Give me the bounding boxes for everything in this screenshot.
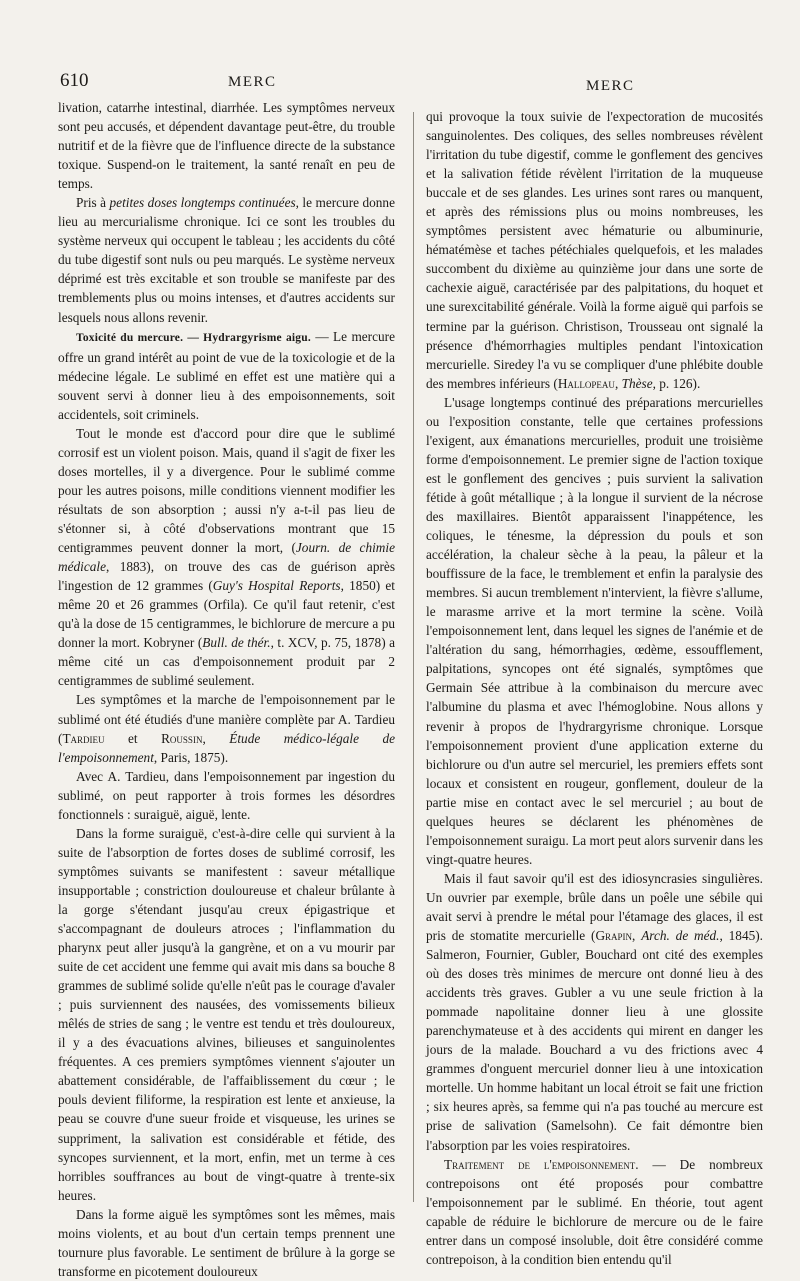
right-column: [426, 107, 763, 1269]
paragraph: Pris à petites doses longtemps continuées, le mercure donne lieu au mercurialisme chronique. Ici ce sont les troubles du système nerveux qui occupent le tableau ; les accidents du côté du tube digestif sont nuls ou peu marqués. Le système nerveux déprimé est très excitable et son trouble se manifeste par des tremblements plus ou moins intenses, et d'autres accidents sur lesquels nous allons revenir.: [58, 195, 395, 325]
page-number: 610: [60, 70, 89, 91]
page-header: [0, 70, 800, 100]
paragraph: L'usage longtemps continué des préparations mercurielles ou l'exposition constante, telle que certaines professions l'exigent, aux émanations mercurielles, produit une troisième forme d'empoisonnement. Le premier signe de l'action toxique est le gonflement des gencives ; puis survient la salivation fétide à goût métallique ; à la longue il survient de la nécrose des maxillaires. Bientôt apparaissent l'inappétence, les coliques, le ténesme, la dépression du pouls et son accélération, la chaleur sèche à la peau, la pâleur et la bouffissure de la face, le tremblement et enfin la paralysie des membres. Si aucun tremblement n'intervient, la fièvre s'allume, le marasme arrive et la mort termine la scène. Voilà l'empoisonnement lent, dans lequel les signes de l'anémie et de l'altération du sang, hémorrhagies, œdème, essoufflement, palpitations, syncopes ont été signalés, symptômes que Germain Sée attribue à la combinaison du mercure avec l'albumine du plasma et avec l'hémoglobine. Nous allons y revenir à propos de l'hydrargyrisme chronique. Lorsque l'empoisonnement provient d'une application externe du bichlorure ou d'un autre sel mercuriel, les premiers effets sont locaux et consistent en rougeur, gonflement, douleur de la partie mise en contact avec le sel mercuriel ; au bout de quelques heures se déclarent les phénomènes de l'empoisonnement suraigu. La mort peut alors survenir dans les vingt-quatre heures.: [426, 394, 763, 867]
left-column: [58, 98, 395, 1281]
paragraph: Dans la forme suraiguë, c'est-à-dire celle qui survient à la suite de l'absorption de fortes doses de sublimé corrosif, les symptômes suivants se manifestent : saveur métallique insupportable ; constriction douloureuse et chaleur brûlante à la gorge s'étendant jusqu'au creux épigastrique et s'accompagnant de douleurs atroces ; l'inflammation du pharynx peut aller jusqu'à la gangrène, et on a vu mourir par suite de cet accident une femme qui avait mis dans sa bouche 8 grammes de sublimé solide qu'elle n'eût pas le courage d'avaler ; puis surviennent des nausées, des vomissements bilieux mêlés de stries de sang ; le ventre est tendu et très douloureux, il y a des évacuations alvines, bilieuses et sanguinolentes fréquentes. A ces premiers symptômes viennent s'ajouter un abattement considérable, de l'affaiblissement du cœur ; le pouls devient filiforme, la respiration est lente et anxieuse, la peau se couvre d'une sueur froide et visqueuse, les urines se suppriment, la salivation est considérable et fétide, des syncopes surviennent, et la mort, enfin, met un terme à ces horribles souffrances au bout de vingt-quatre à trente-six heures.: [58, 825, 395, 1203]
section-heading: Toxicité du mercure. — Hydrargyrisme aigu.: [76, 331, 311, 344]
running-head-right: MERC: [586, 78, 635, 94]
paragraph: qui provoque la toux suivie de l'expectoration de mucosités sanguinolentes. Des coliques, des selles nombreuses révèlent l'irritation du tube digestif, comme le gonflement des gencives et la salivation fétide révèlent l'irritation de la muqueuse buccale et de ses glandes. Les urines sont rares ou manquent, et après des rémissions plus ou moins nombreuses, les symptômes persistent avec hématurie ou albuminurie, hématémèse et taches pétéchiales quelquefois, et les malades succombent du dixième au quinzième jour dans une sorte de cachexie aiguë, caractérisée par des palpitations, du hoquet et une surexcitabilité générale. Voilà la forme aiguë qui parfois se termine par la guérison. Christison, Trousseau ont signalé la présence d'hémorrhagies multiples pendant l'intoxication mercurielle. Siredey l'a vu se compliquer d'une phlébite double des membres inférieurs (Hallopeau, Thèse, p. 126).: [426, 109, 763, 391]
section-heading: Traitement de l'empoisonnement.: [444, 1156, 639, 1172]
running-head-left: MERC: [228, 74, 277, 90]
column-divider: [413, 112, 414, 1202]
section-paragraph: Traitement de l'empoisonnement. — De nombreux contrepoisons ont été proposés pour combattre l'empoisonnement par le sublimé. En théorie, tout agent capable de réduire le bichlorure de mercure ou de le faire entrer dans un composé insoluble, doit être considéré comme contrepoison, à la condition bien entendu qu'il: [426, 1156, 763, 1267]
paragraph: livation, catarrhe intestinal, diarrhée. Les symptômes nerveux sont peu accusés, et dépendent davantage peut-être, du trouble nutritif et de la fièvre que de l'influence directe de la substance toxique. Suspend-on le traitement, la santé renaît en peu de temps.: [58, 100, 395, 192]
paragraph: Mais il faut savoir qu'il est des idiosyncrasies singulières. Un ouvrier par exemple, brûle dans un poêle une sébile qui avait servi à prendre le métal pour l'étamage des glaces, il est pris de stomatite mercurielle (Grapin, Arch. de méd., 1845). Salmeron, Fournier, Gubler, Bouchard ont cité des exemples où des doses très minimes de mercure ont donné lieu à des accidents très graves. Gubler a vu une seule friction à la pommade napolitaine donner lieu à une glossite parenchymateuse et à des accidents qui mirent en danger les jours de la malade. Bouchard a vu des frictions avec 4 grammes d'onguent mercuriel donner lieu à une intoxication mortelle. Un homme habitant un local étroit se fait une friction ; six heures après, sa femme qui n'a pas touché au mercure est prise de salivation (Samelsohn). Ce fait démontre bien l'absorption par les voies respiratoires.: [426, 870, 763, 1153]
section-paragraph: Toxicité du mercure. — Hydrargyrisme aigu. — Le mercure offre un grand intérêt au point de vue de la toxicologie et de la médecine légale. Le sublimé en effet est une matière qui a souvent servi à donner lieu à des empoisonnements, soit accidentels, soit criminels.: [58, 328, 395, 422]
paragraph: Dans la forme aiguë les symptômes sont les mêmes, mais moins violents, et au bout d'un certain temps prennent une tournure plus favorable. Le sentiment de brûlure à la gorge se transforme en picotement douloureux: [58, 1206, 395, 1279]
paragraph: Avec A. Tardieu, dans l'empoisonnement par ingestion du sublimé, on peut rapporter à trois formes les désordres fonctionnels : suraiguë, aiguë, lente.: [58, 768, 395, 822]
paragraph: Les symptômes et la marche de l'empoisonnement par le sublimé ont été étudiés d'une manière complète par A. Tardieu (Tardieu et Roussin, Étude médico-légale de l'empoisonnement, Paris, 1875).: [58, 692, 396, 765]
paragraph: Tout le monde est d'accord pour dire que le sublimé corrosif est un violent poison. Mais, quand il s'agit de fixer les doses mortelles, il y a divergence. Pour le sublimé comme pour les autres poisons, mille conditions viennent modifier les résultats de son absorption ; aussi n'y a-t-il pas lieu de s'étonner si, à côté d'observations montrant que 15 centigrammes peuvent donner la mort, (Journ. de chimie médicale, 1883), on trouve des cas de guérison après l'ingestion de 12 grammes (Guy's Hospital Reports, 1850) et même 20 et 26 grammes (Orfila). Ce qu'il faut retenir, c'est qu'à la dose de 15 centigrammes, le bichlorure de mercure a pu donner la mort. Kobryner (Bull. de thér., t. XCV, p. 75, 1878) a même cité un cas d'empoisonnement produit par 2 centigrammes de sublimé seulement.: [58, 425, 396, 689]
